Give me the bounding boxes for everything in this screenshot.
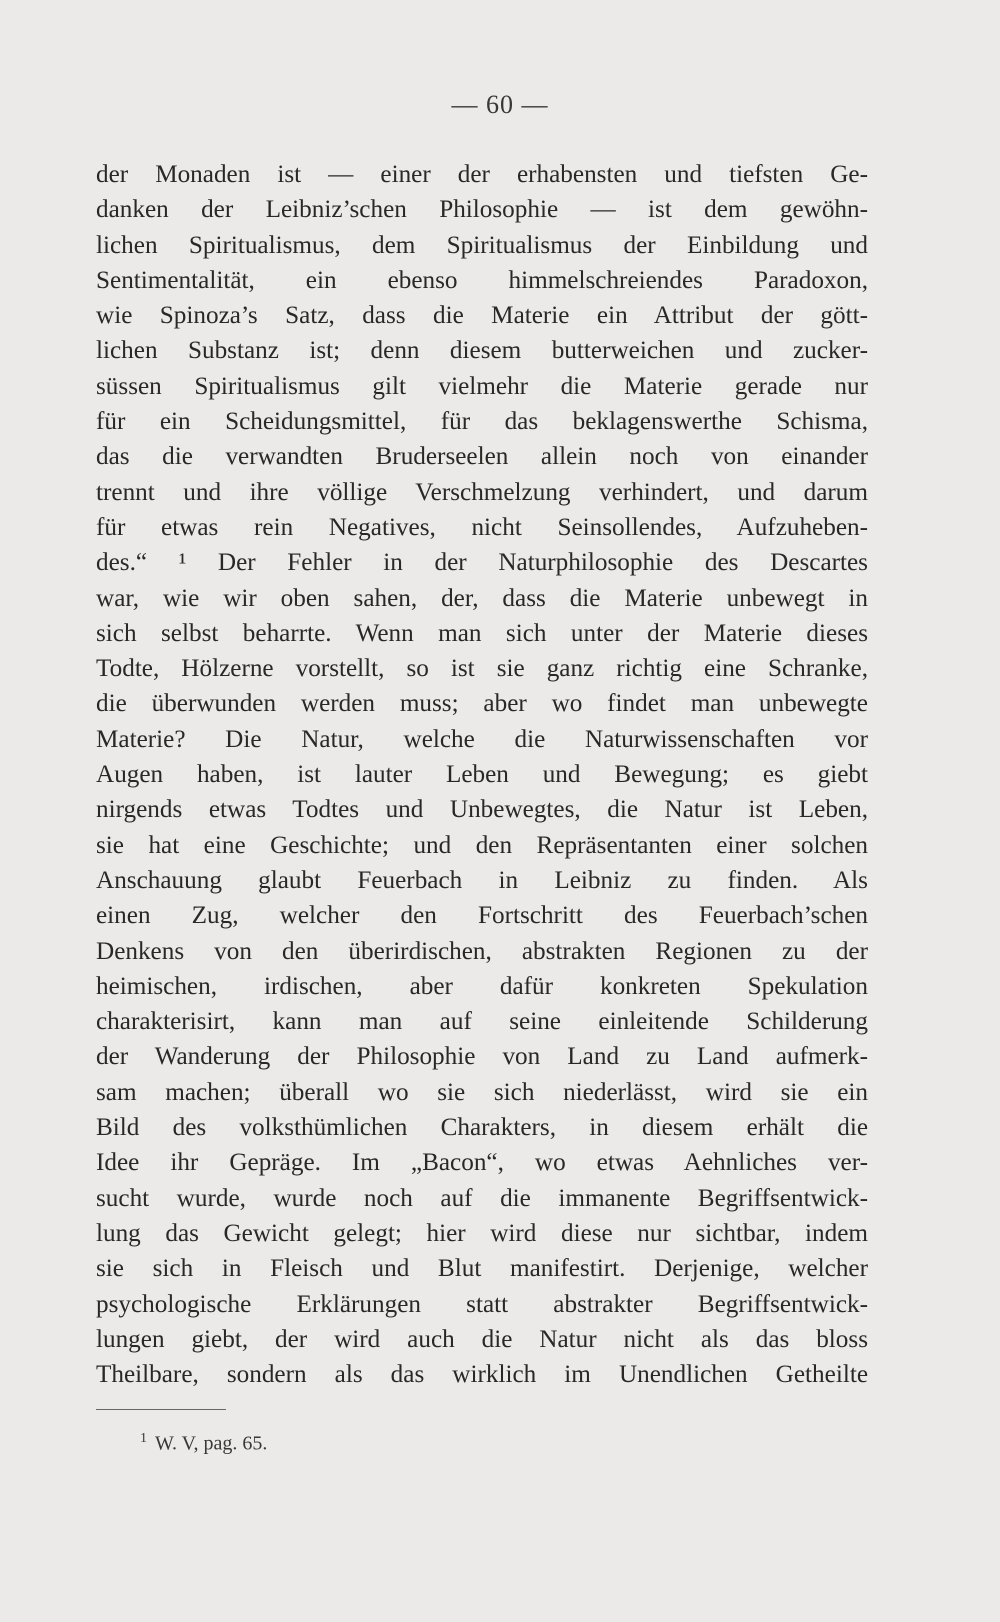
text-line: Anschauung glaubt Feuerbach in Leibniz zu finden. Als — [96, 866, 868, 894]
text-line: Todte, Hölzerne vorstellt, so ist sie ganz richtig eine Schranke, — [96, 655, 868, 683]
text-line: lichen Spiritualismus, dem Spiritualismus der Einbildung und — [96, 231, 868, 259]
footnote-text: W. V, pag. 65. — [155, 1432, 268, 1455]
text-line: für ein Scheidungsmittel, für das beklagenswerthe Schisma, — [96, 408, 868, 436]
footnote-divider — [96, 1409, 226, 1410]
text-line: sam machen; überall wo sie sich niederlässt, wird sie ein — [96, 1078, 868, 1106]
text-line: Denkens von den überirdischen, abstrakten Regionen zu der — [96, 937, 868, 965]
text-line: sie sich in Fleisch und Blut manifestirt. Derjenige, welcher — [96, 1255, 868, 1283]
text-line: sie hat eine Geschichte; und den Repräsentanten einer solchen — [96, 831, 868, 859]
text-line: das die verwandten Bruderseelen allein noch von einander — [96, 443, 868, 471]
text-line: der Monaden ist — einer der erhabensten und tiefsten Ge- — [96, 161, 868, 188]
text-line: Idee ihr Gepräge. Im „Bacon“, wo etwas Aehnliches ver- — [96, 1149, 868, 1177]
text-line: war, wie wir oben sahen, der, dass die Materie unbewegt in — [96, 584, 868, 612]
text-line: lichen Substanz ist; denn diesem butterweichen und zucker- — [96, 337, 868, 365]
text-line: süssen Spiritualismus gilt vielmehr die Materie gerade nur — [96, 372, 868, 400]
text-line: wie Spinoza’s Satz, dass die Materie ein Attribut der gött- — [96, 302, 868, 330]
text-line: Augen haben, ist lauter Leben und Bewegung; es giebt — [96, 761, 868, 789]
text-line: der Wanderung der Philosophie von Land zu Land aufmerk- — [96, 1043, 868, 1071]
text-line: nirgends etwas Todtes und Unbewegtes, die Natur ist Leben, — [96, 796, 868, 824]
text-line: Bild des volksthümlichen Charakters, in diesem erhält die — [96, 1114, 868, 1142]
text-line: Theilbare, sondern als das wirklich im Unendlichen Getheilte — [96, 1361, 868, 1389]
text-line: für etwas rein Negatives, nicht Seinsollendes, Aufzuheben- — [96, 513, 868, 541]
text-line: Materie? Die Natur, welche die Naturwissenschaften vor — [96, 725, 868, 753]
footnote-marker: 1 — [140, 1431, 147, 1446]
text-line: einen Zug, welcher den Fortschritt des Feuerbach’schen — [96, 902, 868, 930]
text-line: Sentimentalität, ein ebenso himmelschreiendes Paradoxon, — [96, 266, 868, 294]
text-line: des.“ ¹ Der Fehler in der Naturphilosophie des Descartes — [96, 549, 868, 577]
text-line: charakterisirt, kann man auf seine einleitende Schilderung — [96, 1008, 868, 1036]
text-line: psychologische Erklärungen statt abstrakter Begriffsentwick- — [96, 1290, 868, 1318]
text-line: lung das Gewicht gelegt; hier wird diese nur sichtbar, indem — [96, 1219, 868, 1247]
text-line: die überwunden werden muss; aber wo findet man unbewegte — [96, 690, 868, 718]
footnote — [140, 1431, 267, 1456]
text-line: sucht wurde, wurde noch auf die immanente Begriffsentwick- — [96, 1184, 868, 1212]
text-line: sich selbst beharrte. Wenn man sich unter der Materie dieses — [96, 619, 868, 647]
body-text — [96, 157, 868, 1392]
text-line: heimischen, irdischen, aber dafür konkreten Spekulation — [96, 972, 868, 1000]
text-line: trennt und ihre völlige Verschmelzung verhindert, und darum — [96, 478, 868, 506]
text-line: lungen giebt, der wird auch die Natur nicht als das bloss — [96, 1325, 868, 1353]
page-number: — 60 — — [451, 90, 549, 119]
text-line: danken der Leibniz’schen Philosophie — ist dem gewöhn- — [96, 196, 868, 224]
